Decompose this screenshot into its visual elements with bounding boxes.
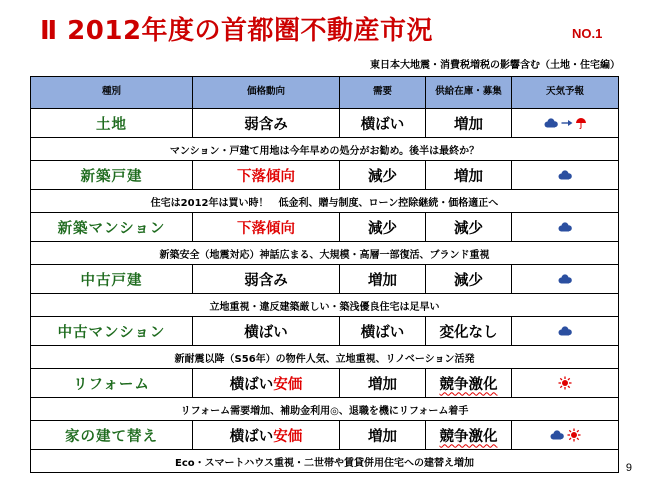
demand-cell: 減少: [340, 213, 426, 241]
header-supply-line2: 在庫・募集: [454, 86, 502, 98]
slide-subtitle: 東日本大地震・消費税増税の影響含む（土地・住宅編）: [370, 60, 620, 71]
property-type: 新築戸建: [31, 161, 193, 189]
slide-number-badge: NO.1: [572, 26, 603, 41]
slide-title: Ⅱ 2012年度の首都圏不動産市況: [40, 16, 434, 46]
demand-cell: 増加: [340, 369, 426, 397]
cloud-icon: [557, 170, 573, 180]
price-suffix-text: 安価: [273, 376, 303, 393]
table-body: [31, 109, 618, 472]
property-type: 新築マンション: [31, 213, 193, 241]
supply-text: 減少: [454, 220, 483, 237]
header-price: 価格動向: [193, 77, 340, 108]
demand-cell: 増加: [340, 421, 426, 449]
supply-cell: [426, 421, 512, 449]
row-note: [31, 398, 618, 421]
price-trend-text: 弱含み: [244, 272, 288, 289]
row-note: [31, 242, 618, 265]
forecast-cell: [512, 109, 618, 137]
price-trend-cell: [193, 265, 340, 293]
table-row: [31, 109, 618, 138]
supply-cell: [426, 109, 512, 137]
price-trend-cell: [193, 421, 340, 449]
table-row: [31, 421, 618, 450]
cloud-icon: [557, 326, 573, 336]
supply-cell: [426, 317, 512, 345]
property-type: 土地: [31, 109, 193, 137]
price-trend-text: 下落傾向: [237, 220, 295, 237]
row-note-text: 住宅は2012年は買い時！ 低金利、贈与制度、ローン控除継続・価格適正へ: [150, 197, 499, 209]
price-trend-cell: [193, 109, 340, 137]
demand-cell: 横ばい: [340, 109, 426, 137]
cloud-icon: [557, 274, 573, 284]
umbrella-icon: [575, 117, 587, 129]
row-note: [31, 450, 618, 472]
supply-text: 減少: [454, 272, 483, 289]
row-note: [31, 138, 618, 161]
arrow-right-icon: [561, 118, 573, 128]
price-trend-text: 弱含み: [244, 116, 288, 133]
table-row: [31, 161, 618, 190]
price-trend-cell: [193, 369, 340, 397]
row-note-text: マンション・戸建て用地は今年早めの処分がお勧め。後半は最終か？: [169, 145, 480, 157]
property-type: 家の建て替え: [31, 421, 193, 449]
row-note: [31, 346, 618, 369]
table-row: [31, 317, 618, 346]
table-header-row: [31, 77, 618, 109]
property-type: 中古マンション: [31, 317, 193, 345]
header-supply-line1: 供給: [435, 86, 455, 98]
row-note-text: 立地重視・違反建築厳しい・築浅優良住宅は足早い: [209, 301, 440, 313]
demand-cell: 減少: [340, 161, 426, 189]
supply-cell: [426, 265, 512, 293]
forecast-cell: [512, 317, 618, 345]
supply-text: 変化なし: [439, 324, 498, 341]
header-demand: 需要: [340, 77, 426, 108]
cloud-icon: [543, 118, 559, 128]
row-note-text: Eco・スマートハウス重視・二世帯や賃貸併用住宅への建替え増加: [175, 457, 474, 469]
page-number: 9: [625, 462, 632, 474]
price-trend-text: 横ばい: [244, 324, 288, 341]
cloud-icon: [549, 430, 565, 440]
property-type: リフォーム: [31, 369, 193, 397]
table-row: [31, 265, 618, 294]
table-row: [31, 369, 618, 398]
sun-icon: [567, 428, 581, 442]
price-trend-text: 横ばい: [229, 428, 274, 445]
price-trend-text: 下落傾向: [237, 168, 295, 185]
forecast-cell: [512, 213, 618, 241]
price-trend-cell: [193, 317, 340, 345]
header-forecast: 天気予報: [545, 86, 584, 98]
supply-text: 競争激化: [439, 376, 498, 393]
supply-text: 増加: [454, 168, 483, 185]
forecast-cell: [512, 369, 618, 397]
supply-cell: [426, 369, 512, 397]
supply-text: 増加: [454, 116, 483, 133]
supply-cell: [426, 213, 512, 241]
row-note-text: 新耐震以降（S56年）の物件人気、立地重視、リノベーション活発: [174, 353, 475, 365]
price-trend-cell: [193, 213, 340, 241]
market-table: [30, 76, 619, 473]
supply-text: 競争激化: [439, 428, 498, 445]
forecast-cell: [512, 161, 618, 189]
header-type: 種別: [31, 77, 193, 108]
row-note: [31, 294, 618, 317]
forecast-cell: [512, 421, 618, 449]
row-note: [31, 190, 618, 213]
table-row: [31, 213, 618, 242]
sun-icon: [558, 376, 572, 390]
forecast-cell: [512, 265, 618, 293]
price-trend-cell: [193, 161, 340, 189]
demand-cell: 増加: [340, 265, 426, 293]
property-type: 中古戸建: [31, 265, 193, 293]
demand-cell: 横ばい: [340, 317, 426, 345]
price-trend-text: 横ばい: [229, 376, 274, 393]
cloud-icon: [557, 222, 573, 232]
header-supply: [426, 77, 512, 108]
supply-cell: [426, 161, 512, 189]
price-suffix-text: 安価: [273, 428, 303, 445]
row-note-text: リフォーム需要増加、補助金利用◎、退職を機にリフォーム着手: [180, 405, 469, 417]
row-note-text: 新築安全（地震対応）神話広まる、大規模・高層一部復活、ブランド重視: [159, 249, 490, 261]
